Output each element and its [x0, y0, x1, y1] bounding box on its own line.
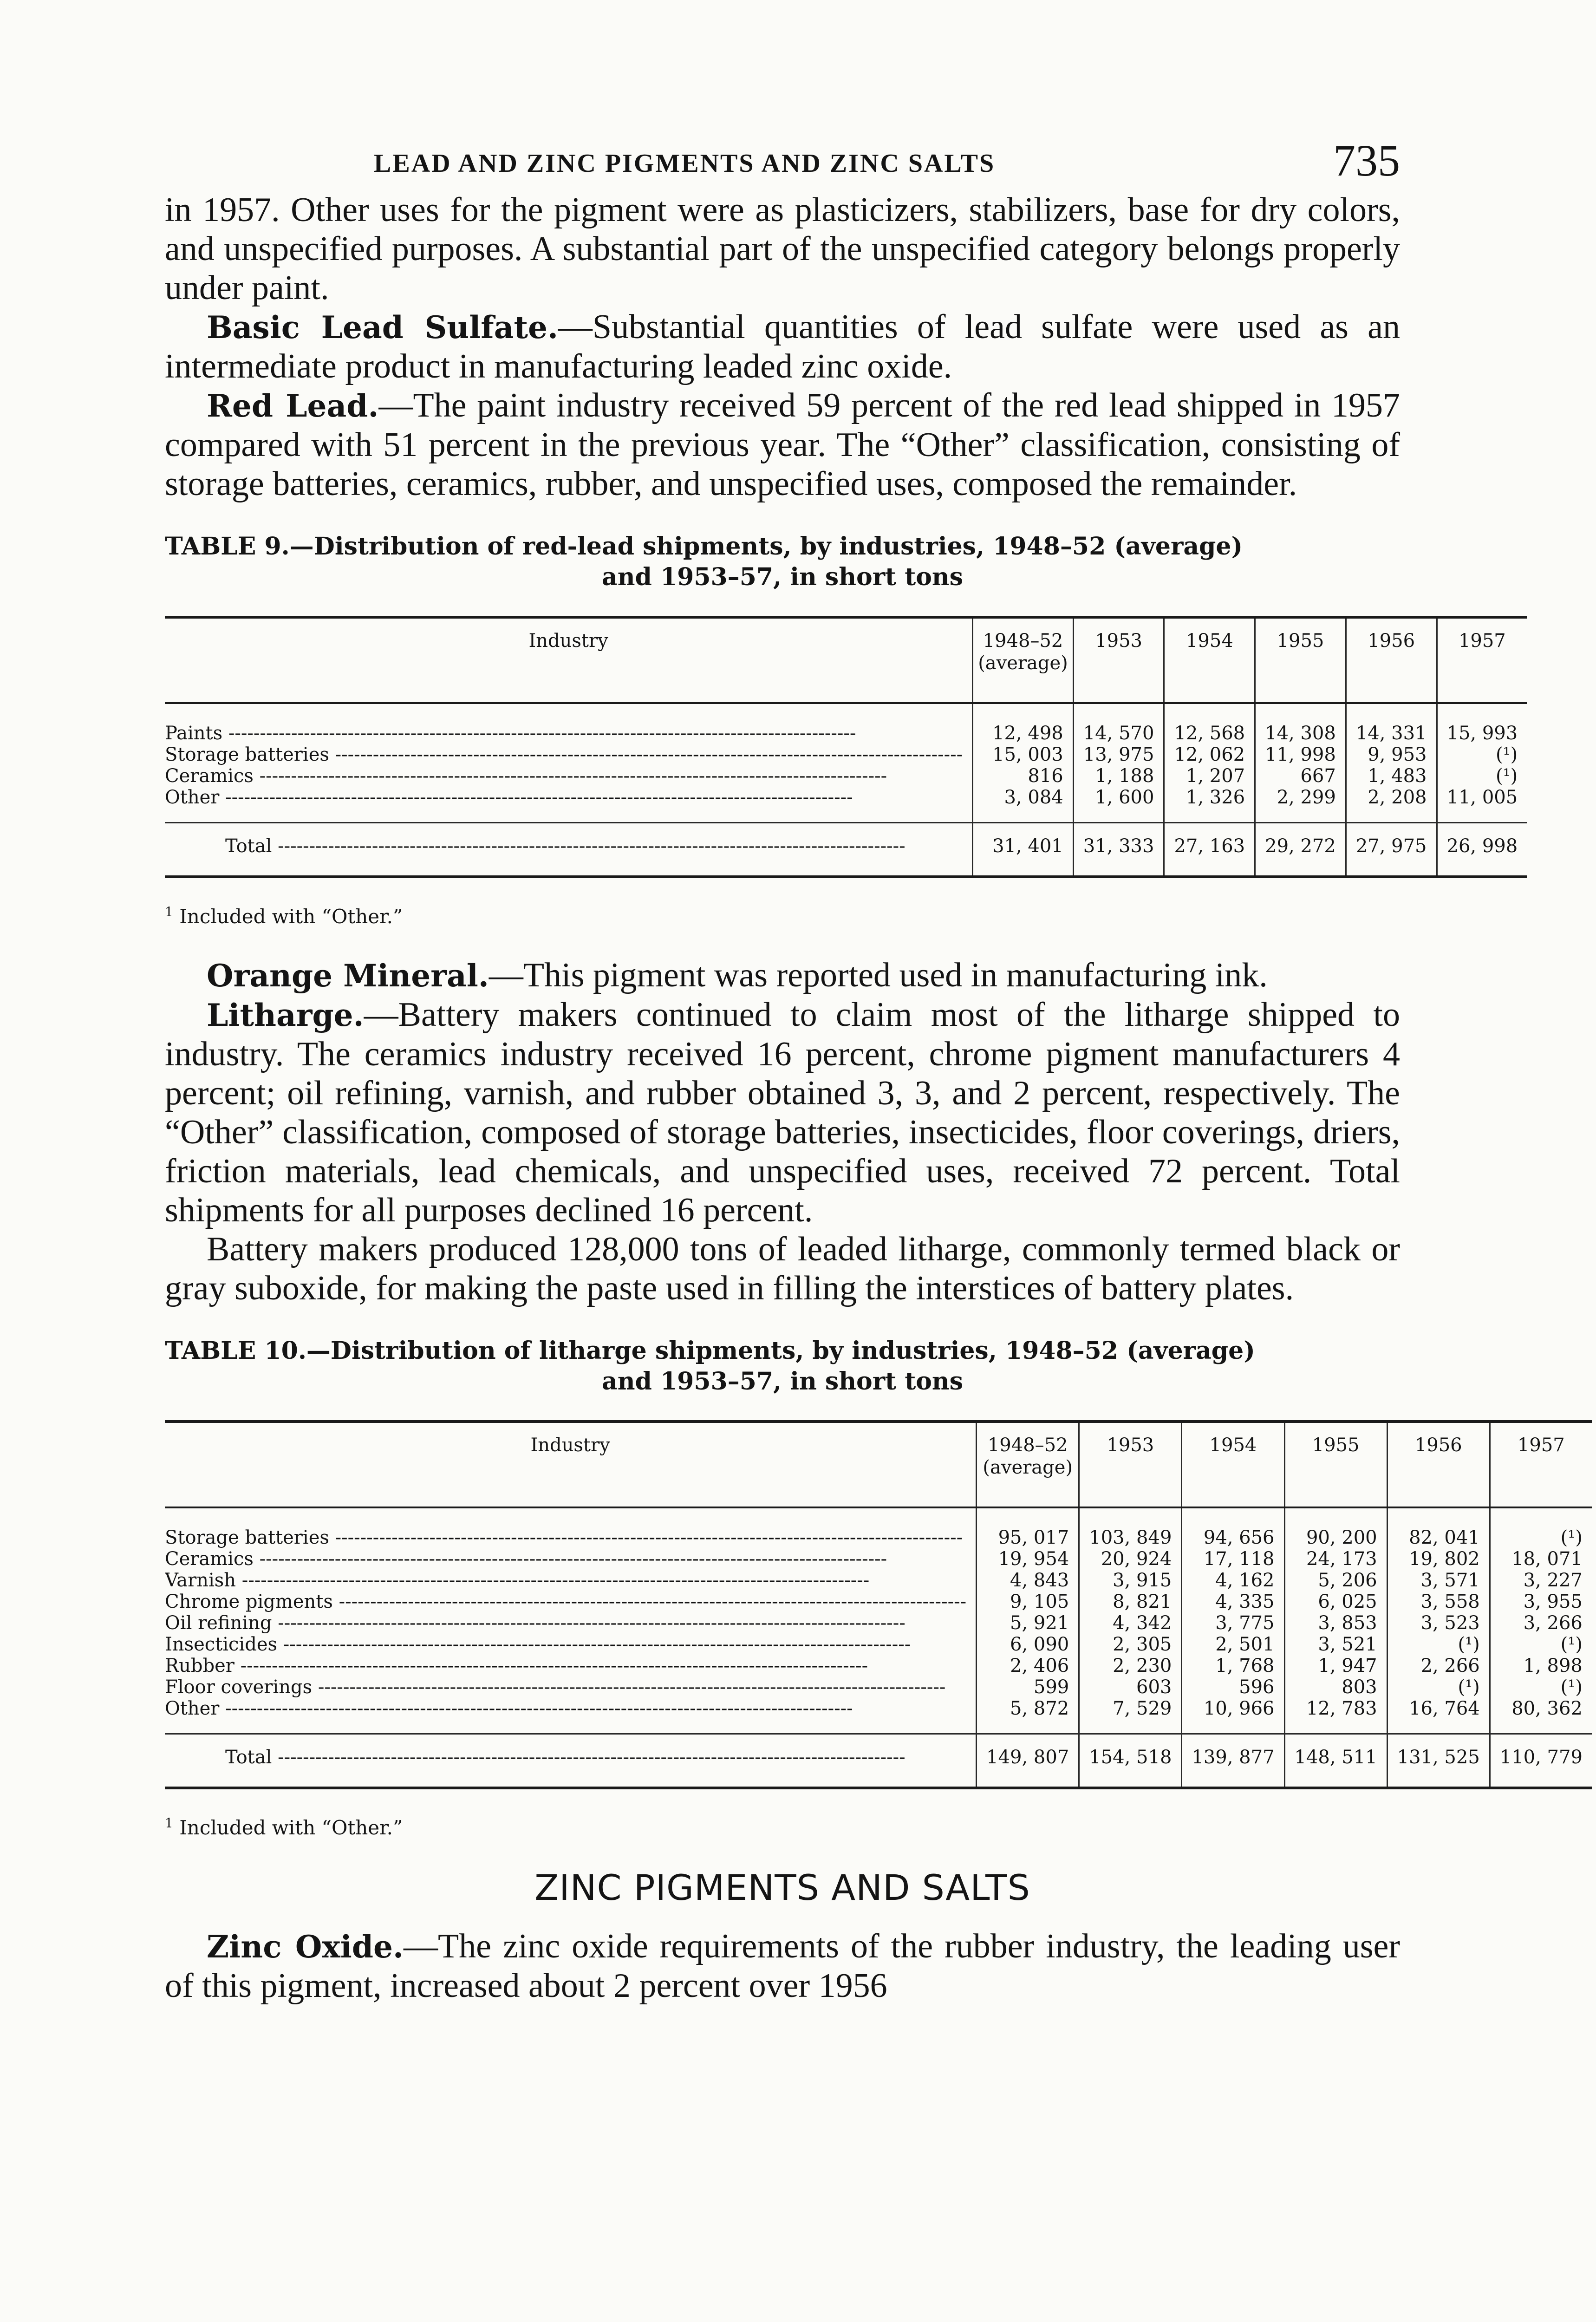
value-cell: 667	[1255, 765, 1346, 787]
column-header: 1956	[1346, 617, 1437, 703]
page-header	[165, 135, 1400, 190]
column-header: 1953	[1073, 617, 1164, 703]
value-cell: 131, 525	[1387, 1734, 1490, 1788]
value-cell: 1, 768	[1182, 1655, 1284, 1676]
value-cell: 14, 308	[1255, 703, 1346, 744]
industry-cell: Oil refining -----	[165, 1612, 977, 1634]
value-cell: 2, 266	[1387, 1655, 1490, 1676]
value-cell: 17, 118	[1182, 1548, 1284, 1570]
value-cell: 9, 105	[977, 1591, 1079, 1612]
table-row	[165, 765, 1527, 787]
industry-cell: Paints -----	[165, 703, 973, 744]
value-cell: 10, 966	[1182, 1698, 1284, 1734]
industry-cell: Insecticides -----	[165, 1634, 977, 1655]
table-9-body	[165, 703, 1527, 877]
value-cell: 12, 498	[973, 703, 1074, 744]
table-row	[165, 1698, 1592, 1734]
value-cell: 4, 843	[977, 1570, 1079, 1591]
industry-cell: Total -----	[165, 1734, 977, 1788]
value-cell: 603	[1079, 1676, 1182, 1698]
value-cell: 82, 041	[1387, 1507, 1490, 1548]
value-cell: (¹)	[1490, 1676, 1592, 1698]
column-header: Industry	[165, 1422, 977, 1507]
industry-cell: Ceramics -----	[165, 765, 973, 787]
value-cell: 2, 208	[1346, 787, 1437, 823]
value-cell: 12, 783	[1284, 1698, 1387, 1734]
value-cell: (¹)	[1387, 1676, 1490, 1698]
value-cell: 14, 570	[1073, 703, 1164, 744]
value-cell: 1, 898	[1490, 1655, 1592, 1676]
value-cell: 80, 362	[1490, 1698, 1592, 1734]
value-cell: 3, 571	[1387, 1570, 1490, 1591]
value-cell: 4, 162	[1182, 1570, 1284, 1591]
column-header: Industry	[165, 617, 973, 703]
value-cell: (¹)	[1387, 1634, 1490, 1655]
value-cell: 4, 335	[1182, 1591, 1284, 1612]
industry-cell: Ceramics -----	[165, 1548, 977, 1570]
value-cell: 15, 993	[1437, 703, 1527, 744]
paragraph-battery-makers: Battery makers produced 128,000 tons of leaded litharge, commonly termed black or gray suboxide, for making the paste used in filling the interstices of battery plates.	[165, 1230, 1400, 1307]
table-row	[165, 1612, 1592, 1634]
column-header: 1954	[1164, 617, 1255, 703]
value-cell: 11, 998	[1255, 744, 1346, 765]
column-header: 1948–52 (average)	[973, 617, 1074, 703]
value-cell: 3, 227	[1490, 1570, 1592, 1591]
value-cell: 5, 921	[977, 1612, 1079, 1634]
value-cell: 4, 342	[1079, 1612, 1182, 1634]
value-cell: 7, 529	[1079, 1698, 1182, 1734]
section-heading: ZINC PIGMENTS AND SALTS	[534, 1867, 1030, 1908]
table-10	[165, 1420, 1592, 1789]
table-10-body	[165, 1507, 1592, 1788]
table-row	[165, 1634, 1592, 1655]
industry-cell: Chrome pigments -----	[165, 1591, 977, 1612]
value-cell: 3, 521	[1284, 1634, 1387, 1655]
value-cell: 18, 071	[1490, 1548, 1592, 1570]
value-cell: 3, 523	[1387, 1612, 1490, 1634]
value-cell: 95, 017	[977, 1507, 1079, 1548]
value-cell: 149, 807	[977, 1734, 1079, 1788]
value-cell: 803	[1284, 1676, 1387, 1698]
industry-cell: Total -----	[165, 823, 973, 877]
value-cell: 1, 600	[1073, 787, 1164, 823]
run-in-heading: Basic Lead Sulfate.	[207, 309, 558, 346]
value-cell: 27, 975	[1346, 823, 1437, 877]
value-cell: 3, 853	[1284, 1612, 1387, 1634]
value-cell: 19, 954	[977, 1548, 1079, 1570]
value-cell: 24, 173	[1284, 1548, 1387, 1570]
value-cell: 2, 501	[1182, 1634, 1284, 1655]
value-cell: 2, 299	[1255, 787, 1346, 823]
table-row	[165, 1548, 1592, 1570]
value-cell: 26, 998	[1437, 823, 1527, 877]
value-cell: 154, 518	[1079, 1734, 1182, 1788]
value-cell: 103, 849	[1079, 1507, 1182, 1548]
industry-cell: Storage batteries -----	[165, 1507, 977, 1548]
column-header: 1953	[1079, 1422, 1182, 1507]
value-cell: (¹)	[1490, 1634, 1592, 1655]
value-cell: 3, 775	[1182, 1612, 1284, 1634]
run-in-heading: Orange Mineral.	[207, 958, 489, 994]
page	[165, 135, 1583, 2005]
table-10-caption: TABLE 10.—Distribution of litharge shipments, by industries, 1948–52 (average) and 1953–57, in short tons	[165, 1337, 1255, 1396]
column-header: 1956	[1387, 1422, 1490, 1507]
table-row	[165, 744, 1527, 765]
value-cell: 11, 005	[1437, 787, 1527, 823]
industry-cell: Rubber -----	[165, 1655, 977, 1676]
value-cell: 1, 188	[1073, 765, 1164, 787]
value-cell: 90, 200	[1284, 1507, 1387, 1548]
table-row	[165, 1570, 1592, 1591]
industry-cell: Storage batteries -----	[165, 744, 973, 765]
value-cell: 1, 947	[1284, 1655, 1387, 1676]
value-cell: 5, 206	[1284, 1570, 1387, 1591]
total-row	[165, 1734, 1592, 1788]
value-cell: 9, 953	[1346, 744, 1437, 765]
column-header: 1957	[1437, 617, 1527, 703]
table-10-footnote: $^1$ Included with “Other.”	[165, 1815, 403, 1839]
value-cell: 12, 062	[1164, 744, 1255, 765]
value-cell: 31, 401	[973, 823, 1074, 877]
value-cell: 3, 266	[1490, 1612, 1592, 1634]
value-cell: 31, 333	[1073, 823, 1164, 877]
run-in-heading: Zinc Oxide.	[207, 1929, 404, 1965]
column-header: 1957	[1490, 1422, 1592, 1507]
table-row	[165, 1507, 1592, 1548]
value-cell: 20, 924	[1079, 1548, 1182, 1570]
value-cell: 15, 003	[973, 744, 1074, 765]
column-header: 1948–52 (average)	[977, 1422, 1079, 1507]
value-cell: 1, 483	[1346, 765, 1437, 787]
value-cell: 13, 975	[1073, 744, 1164, 765]
table-row	[165, 703, 1527, 744]
industry-cell: Floor coverings -----	[165, 1676, 977, 1698]
paragraph-orange-mineral: Orange Mineral.—This pigment was reported used in manufacturing ink.	[207, 956, 1268, 994]
paragraph-litharge: Litharge.—Battery makers continued to claim most of the litharge shipped to industry. The ceramics industry received 16 percent, chrome pigment manufacturers 4 percent; oil refining, varnish, and rubber obtained 3, 3, and 2 percent, respectively. The “Other” classification, composed of storage batteries, insecticides, floor coverings, driers, friction materials, lead chemicals, and unspecified uses, received 72 percent. Total shipments for all purposes declined 16 percent.	[165, 996, 1400, 1229]
value-cell: 94, 656	[1182, 1507, 1284, 1548]
paragraph-basic-lead-sulfate: Basic Lead Sulfate.—Substantial quantities of lead sulfate were used as an intermediate product in manufacturing leaded zinc oxide.	[165, 308, 1400, 385]
table-row	[165, 1591, 1592, 1612]
value-cell: 8, 821	[1079, 1591, 1182, 1612]
value-cell: 2, 230	[1079, 1655, 1182, 1676]
table-row	[165, 787, 1527, 823]
value-cell: 6, 025	[1284, 1591, 1387, 1612]
paragraph-red-lead: Red Lead.—The paint industry received 59 percent of the red lead shipped in 1957 compared with 51 percent in the previous year. The “Other” classification, consisting of storage batteries, ceramics, rubber, and unspecified uses, composed the remainder.	[165, 386, 1400, 503]
total-row	[165, 823, 1527, 877]
run-in-heading: Litharge.	[207, 997, 364, 1033]
value-cell: 16, 764	[1387, 1698, 1490, 1734]
value-cell: 148, 511	[1284, 1734, 1387, 1788]
value-cell: 110, 779	[1490, 1734, 1592, 1788]
column-header: 1954	[1182, 1422, 1284, 1507]
running-title: LEAD AND ZINC PIGMENTS AND ZINC SALTS	[374, 149, 996, 178]
paragraph-zinc-oxide: Zinc Oxide.—The zinc oxide requirements of the rubber industry, the leading user of this pigment, increased about 2 percent over 1956	[165, 1927, 1400, 2005]
value-cell: (¹)	[1437, 765, 1527, 787]
value-cell: 12, 568	[1164, 703, 1255, 744]
value-cell: 3, 084	[973, 787, 1074, 823]
value-cell: 596	[1182, 1676, 1284, 1698]
value-cell: 139, 877	[1182, 1734, 1284, 1788]
table-9	[165, 616, 1527, 878]
run-in-heading: Red Lead.	[207, 388, 379, 424]
value-cell: 1, 207	[1164, 765, 1255, 787]
page-number: 735	[1333, 136, 1400, 185]
column-header: 1955	[1284, 1422, 1387, 1507]
column-header: 1955	[1255, 617, 1346, 703]
paragraph-plasticizers: in 1957. Other uses for the pigment were as plasticizers, stabilizers, base for dry colors, and unspecified purposes. A substantial part of the unspecified category belongs properly under paint.	[165, 191, 1400, 307]
value-cell: 5, 872	[977, 1698, 1079, 1734]
value-cell: 599	[977, 1676, 1079, 1698]
value-cell: 3, 915	[1079, 1570, 1182, 1591]
value-cell: 19, 802	[1387, 1548, 1490, 1570]
table-9-footnote: $^1$ Included with “Other.”	[165, 904, 403, 928]
value-cell: 27, 163	[1164, 823, 1255, 877]
industry-cell: Other -----	[165, 1698, 977, 1734]
value-cell: (¹)	[1437, 744, 1527, 765]
value-cell: 816	[973, 765, 1074, 787]
value-cell: 2, 305	[1079, 1634, 1182, 1655]
table-9-caption: TABLE 9.—Distribution of red-lead shipments, by industries, 1948–52 (average) and 1953–57, in short tons	[165, 532, 1243, 591]
table-row	[165, 1655, 1592, 1676]
table-row	[165, 1676, 1592, 1698]
value-cell: 6, 090	[977, 1634, 1079, 1655]
value-cell: 3, 955	[1490, 1591, 1592, 1612]
value-cell: 14, 331	[1346, 703, 1437, 744]
industry-cell: Varnish -----	[165, 1570, 977, 1591]
value-cell: (¹)	[1490, 1507, 1592, 1548]
industry-cell: Other -----	[165, 787, 973, 823]
value-cell: 29, 272	[1255, 823, 1346, 877]
value-cell: 3, 558	[1387, 1591, 1490, 1612]
value-cell: 2, 406	[977, 1655, 1079, 1676]
value-cell: 1, 326	[1164, 787, 1255, 823]
